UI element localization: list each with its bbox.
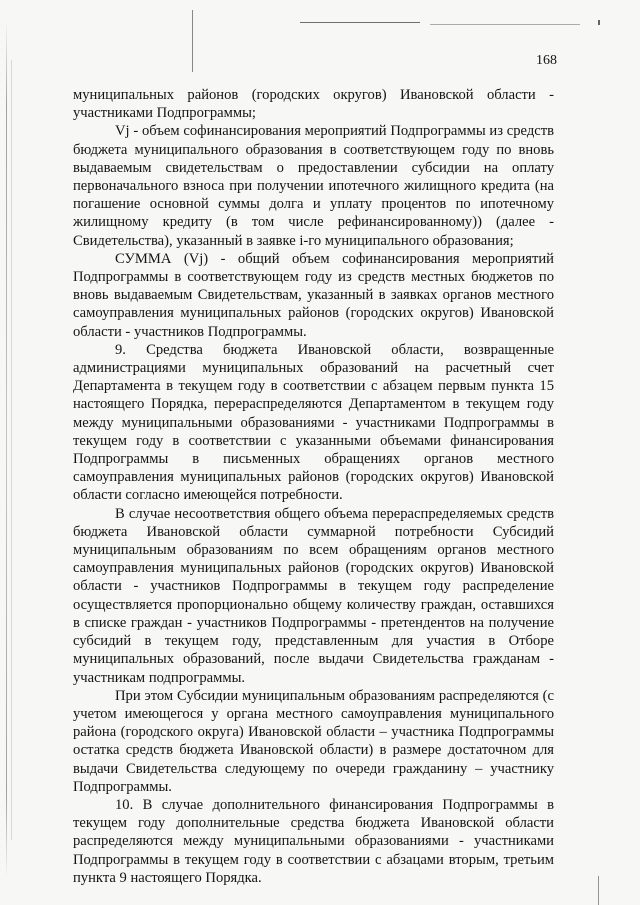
paragraph-mismatch-case: В случае несоответствия общего объема перераспределяемых средств бюджета Ивановской области суммарной потребности Субсидий муниципальным образованиям по всем обращениям органов местного самоуправления муниципальных районов (городских округов) Ивановской области - участников Подпрограммы в текущем году распределение осуществляется пропорционально общему количеству граждан, оставшихся в списке граждан - участников Подпрограммы - претендентов на получение субсидий в текущем году, представленным для участия в Отборе муниципальных образований, после выдачи Свидетельства гражданам - участникам подпрограммы.	[73, 505, 554, 686]
paragraph-vj-definition: Vj - объем софинансирования мероприятий Подпрограммы из средств бюджета муниципального образования в соответствующем году по вновь выдаваемым свидетельствам о предоставлении субсидии на оплату первоначального взноса при получении ипотечного жилищного кредита (на погашение основной суммы долга и уплату процентов по ипотечному жилищному кредиту (в том числе рефинансированному)) (далее - Свидетельства), указанный в заявке i-го муниципального образования;	[73, 123, 554, 249]
scan-top-line-faint	[430, 24, 580, 25]
scan-edge-left	[6, 20, 7, 880]
document-body	[73, 86, 554, 887]
paragraph-item-9: 9. Средства бюджета Ивановской области, возвращенные администрациями муниципальных образований на расчетный счет Департамента в текущем году в соответствии с абзацем первым пункта 15 настоящего Порядка, перераспределяются Департаментом в текущем году между муниципальными образованиями - участниками Подпрограммы в текущем году в соответствии с указанными объемами финансирования Подпрограммы в письменных обращениях органов местного самоуправления муниципальных районов (городских округов) Ивановской области согласно имеющейся потребности.	[73, 341, 554, 504]
scan-edge-shadow	[11, 60, 12, 840]
scan-top-mark	[192, 10, 193, 72]
scan-bottom-mark	[598, 876, 599, 905]
paragraph-item-10: 10. В случае дополнительного финансирования Подпрограммы в текущем году дополнительные средства бюджета Ивановской области распределяются между муниципальными образованиями - участниками Подпрограммы в текущем году в соответствии с абзацами вторым, третьим пункта 9 настоящего Порядка.	[73, 796, 554, 886]
paragraph-continuation: муниципальных районов (городских округов) Ивановской области - участниками Подпрограммы;	[73, 87, 554, 122]
page-number: 168	[536, 53, 557, 68]
scan-top-dot	[598, 20, 600, 25]
scan-top-line	[300, 22, 420, 23]
paragraph-distribution: При этом Субсидии муниципальным образованиям распределяются (с учетом имеющегося у органа местного самоуправления муниципального района (городского округа) Ивановской области – участника Подпрограммы остатка средств бюджета Ивановской области) в размере достаточном для выдачи Свидетельства следующему по очереди гражданину – участнику Подпрограммы.	[73, 687, 554, 795]
paragraph-sum-definition: СУММА (Vj) - общий объем софинансирования мероприятий Подпрограммы в соответствующем году из средств местных бюджетов по вновь выдаваемым Свидетельствам, указанный в заявках органов местного самоуправления муниципальных районов (городских округов) Ивановской области - участников Подпрограммы.	[73, 250, 554, 340]
